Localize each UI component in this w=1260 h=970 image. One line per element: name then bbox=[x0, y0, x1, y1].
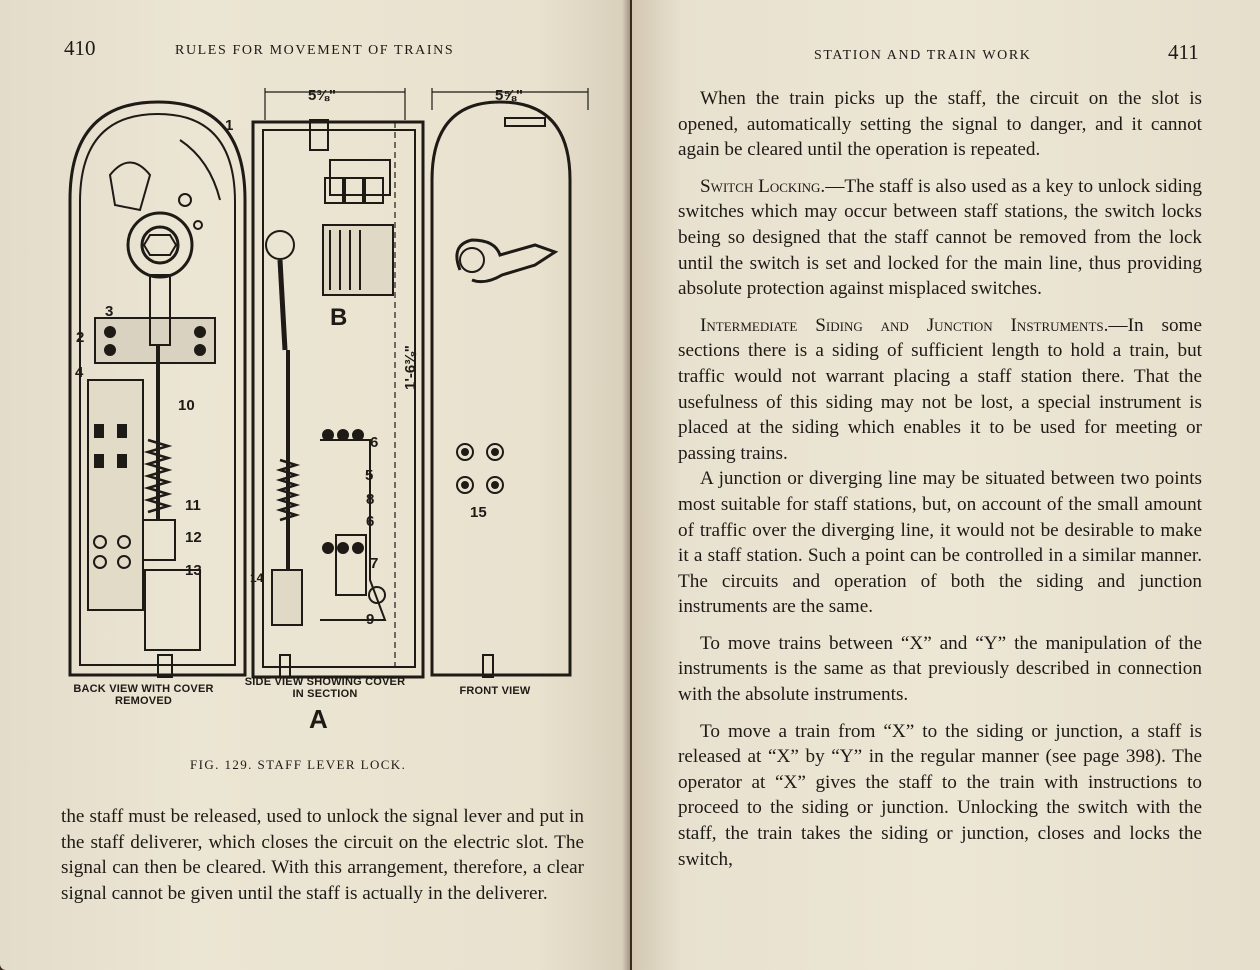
left-paragraph: the staff must be released, used to unlock the signal lever and put in the staff deliverer, which closes the circuit on the electric slot. The signal can then be cleared. With this arrangement, therefore, a clear signal cannot be given until the staff is actually in the deliverer. bbox=[61, 806, 584, 904]
callout-6a: 6 bbox=[370, 434, 379, 451]
callout-8: 8 bbox=[366, 491, 375, 508]
paragraph-2-text: —The staff is also used as a key to unlock siding switches which may occur between staff stations, the switch locks being so designed that the staff cannot be removed from the lock until the switch is set and locked for the main line, thus providing absolute protection against misplaced switches. bbox=[678, 175, 1202, 300]
caption-back-view: BACK VIEW WITH COVER REMOVED bbox=[73, 683, 214, 707]
figure-label-b: B bbox=[330, 304, 348, 331]
figure-letter-a: A bbox=[309, 704, 328, 734]
callout-5: 5 bbox=[365, 467, 374, 484]
side-view-drawing bbox=[253, 88, 423, 677]
page-number-right: 411 bbox=[1168, 40, 1199, 64]
paragraph-intermediate-siding bbox=[678, 313, 1202, 467]
callout-11: 11 bbox=[185, 497, 201, 514]
right-page-body bbox=[678, 86, 1202, 872]
callout-3: 3 bbox=[105, 303, 114, 320]
figure-caption: FIG. 129. STAFF LEVER LOCK. bbox=[190, 757, 407, 772]
callout-10: 10 bbox=[178, 397, 195, 414]
page-number-left: 410 bbox=[64, 36, 96, 60]
dimension-label-height: 1'-6⅜" bbox=[402, 345, 419, 390]
paragraph-switch-locking bbox=[678, 174, 1202, 302]
paragraph-4: A junction or diverging line may be situated between two points most suitable for staff stations, but, on account of the small amount of traffic over the diverging line, it would not be desirable to make it a staff station. Such a point can be controlled in a similar manner. The circuits and operation of both the siding and junction instruments are the same. bbox=[678, 468, 1202, 618]
caption-side-view-line-1: SIDE VIEW SHOWING COVER bbox=[244, 676, 406, 688]
callout-14: 14 bbox=[250, 571, 264, 585]
callout-9: 9 bbox=[366, 611, 375, 628]
running-head-left: RULES FOR MOVEMENT OF TRAINS bbox=[175, 43, 455, 58]
staff-lever-lock-figure bbox=[40, 80, 600, 680]
front-view-drawing bbox=[432, 88, 588, 677]
paragraph-6: To move a train from “X” to the siding or junction, a staff is released at “X” by “Y” in the regular manner (see page 398). The operator at “X” gives the staff to the train with instructions to proceed to the siding or junction. Unlocking the switch with the staff, the train takes the siding or junction, closes and locks the switch, bbox=[678, 720, 1202, 870]
paragraph-5: To move trains between “X” and “Y” the manipulation of the instruments is the same as that previously described in connection with the absolute instruments. bbox=[678, 632, 1202, 706]
callout-7: 7 bbox=[370, 555, 379, 572]
paragraph-3-text: —In some sections there is a siding of sufficient length to hold a train, but traffic would not warrant placing a staff station there. That the usefulness of this siding may not be lost, a special instrument is placed at the siding which enables it to be used for meeting or passing trains. bbox=[678, 314, 1202, 464]
running-head-right: STATION AND TRAIN WORK bbox=[814, 48, 1032, 63]
dimension-label-1: 5⅜" bbox=[308, 87, 336, 104]
callout-6b: 6 bbox=[366, 513, 375, 530]
callout-2: 2 bbox=[76, 329, 85, 346]
callout-13: 13 bbox=[185, 562, 202, 579]
right-page bbox=[632, 0, 1260, 970]
dimension-label-2: 5⅝" bbox=[495, 87, 523, 104]
caption-front-view: FRONT VIEW bbox=[459, 685, 531, 697]
callout-1: 1 bbox=[225, 117, 234, 134]
callout-15: 15 bbox=[470, 504, 487, 521]
back-view-drawing bbox=[70, 102, 245, 677]
caption-side-view-line-2: IN SECTION bbox=[292, 688, 358, 700]
heading-switch-locking: Switch Locking. bbox=[700, 175, 826, 197]
paragraph-1: When the train picks up the staff, the circuit on the slot is opened, automatically setting the signal to danger, and it cannot again be cleared until the operation is repeated. bbox=[678, 88, 1202, 161]
left-page-body bbox=[61, 804, 584, 906]
callout-12: 12 bbox=[185, 529, 202, 546]
callout-4: 4 bbox=[75, 364, 84, 381]
heading-intermediate-siding: Intermediate Siding and Junction Instruments. bbox=[700, 314, 1109, 336]
caption-side-view bbox=[240, 676, 410, 700]
